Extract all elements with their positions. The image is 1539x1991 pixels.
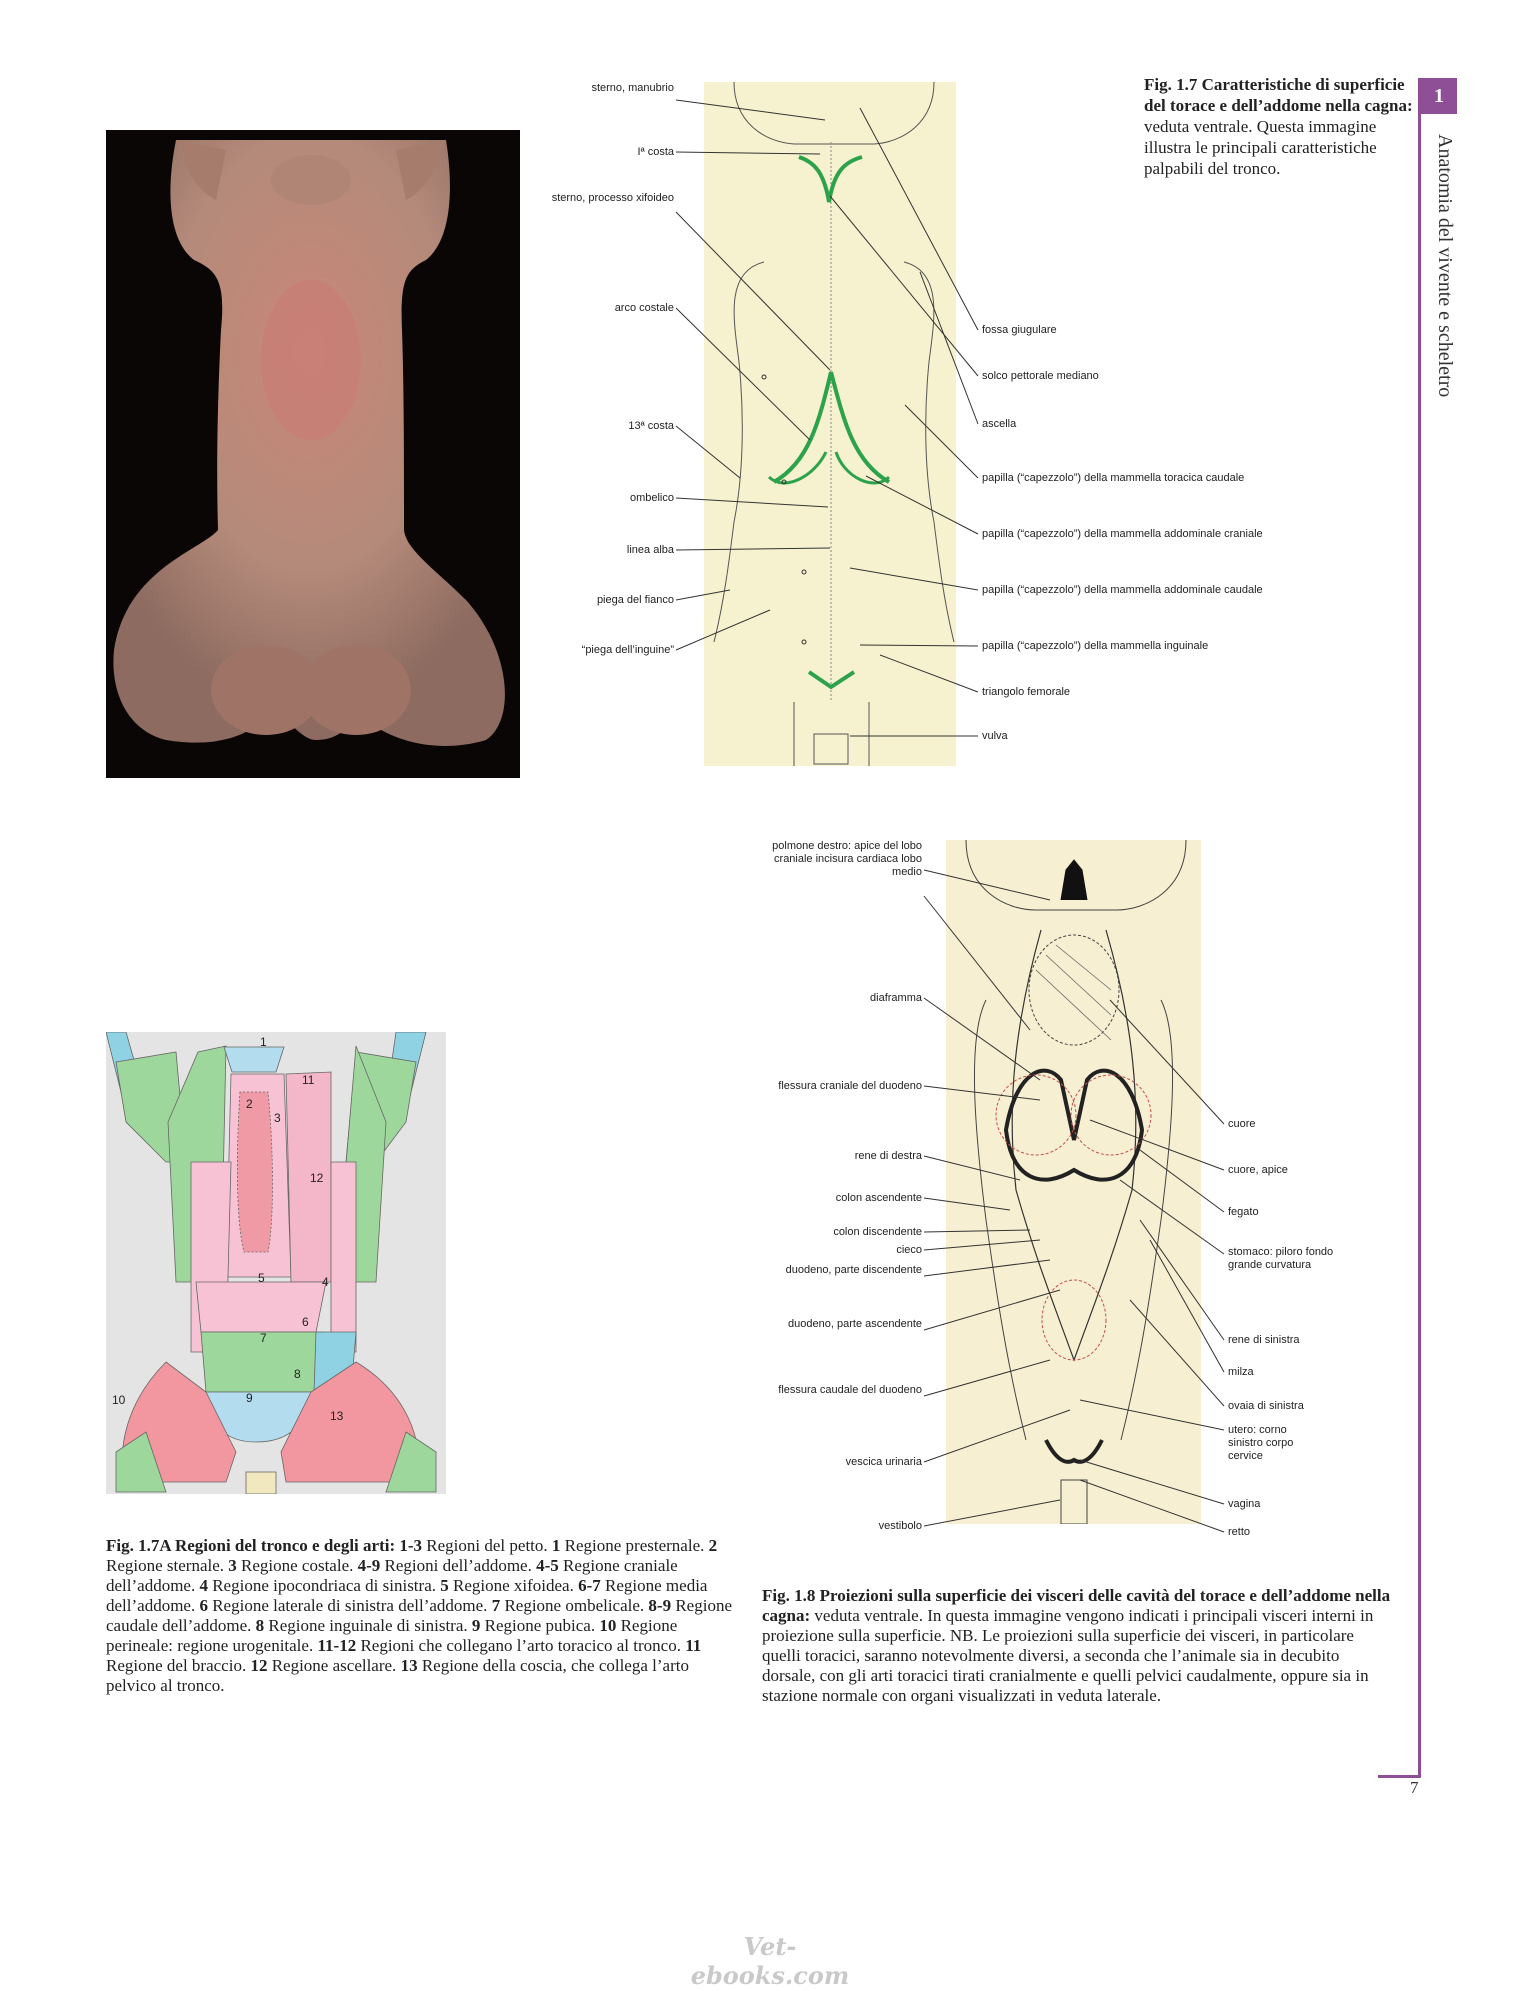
- fig17-label-ascella: ascella: [982, 418, 1017, 430]
- fig17a-caption-region-number: 10: [599, 1616, 617, 1635]
- fig18-caption: [762, 1586, 1392, 1706]
- region-number-8: 8: [294, 1367, 301, 1381]
- fig17a-caption-region-text: Regioni dell’addome.: [380, 1556, 537, 1575]
- region-number-1: 1: [260, 1035, 267, 1049]
- fig17a-caption-region-text: Regione inguinale di sinistra.: [264, 1616, 472, 1635]
- fig18-label-colon-discendente: colon discendente: [833, 1226, 922, 1238]
- fig17a-caption-region-number: 8-9: [648, 1596, 672, 1615]
- fig17a-caption-region-text: Regione perineale: regione urogenitale.: [106, 1616, 678, 1655]
- fig17-label-piega-fianco: piega del fianco: [596, 594, 674, 606]
- fig18-label-cieco: cieco: [896, 1244, 922, 1256]
- fig17a-caption-region-text: Regione media dell’addome.: [106, 1576, 708, 1615]
- fig18-label-colon-ascendente: colon ascendente: [835, 1192, 922, 1204]
- fig18-label-vagina: vagina: [1228, 1498, 1261, 1510]
- fig17-label-xifoideo: sterno, processo xifoideo: [551, 192, 674, 204]
- fig17a-caption-region-text: Regione ombelicale.: [500, 1596, 649, 1615]
- fig17a-caption-region-number: 13: [400, 1656, 418, 1675]
- fig17a-caption-region-text: Regione pubica.: [480, 1616, 600, 1635]
- fig17a-caption-region-text: Regione xifoidea.: [448, 1576, 579, 1595]
- fig17-label-linea-alba: linea alba: [626, 544, 674, 556]
- fig18-label-rene-sinistra: rene di sinistra: [1228, 1334, 1300, 1346]
- fig18-label-polmone-destro: polmone destro: apice del lobo craniale incisura cardiaca lobo medio: [772, 840, 922, 878]
- fig17a-caption-region-number: 4-5: [536, 1556, 559, 1575]
- fig18-label-retto: retto: [1228, 1526, 1251, 1538]
- fig18-label-milza: milza: [1228, 1366, 1254, 1378]
- fig17a-caption-region-text: Regioni del petto.: [422, 1536, 552, 1555]
- fig17a-caption-region-number: 3: [228, 1556, 237, 1575]
- fig17-label-triangolo-femorale: triangolo femorale: [982, 686, 1071, 698]
- fig17-label-papilla-inguinale: papilla (“capezzolo”) della mammella inguinale: [982, 640, 1209, 652]
- fig17a-caption-region-text: Regione caudale dell’addome.: [106, 1596, 732, 1635]
- fig18-label-flessura-craniale: flessura craniale del duodeno: [778, 1080, 922, 1092]
- fig18-label-duodeno-ascendente: duodeno, parte ascendente: [788, 1318, 922, 1330]
- fig17-label-papilla-addominale-craniale: papilla (“capezzolo”) della mammella addominale craniale: [982, 528, 1263, 540]
- fig17a-caption-region-number: 6-7: [578, 1576, 601, 1595]
- fig17-label-ombelico: ombelico: [629, 492, 674, 504]
- region-number-4: 4: [322, 1275, 329, 1289]
- region-number-12: 12: [310, 1171, 324, 1185]
- region-number-7: 7: [260, 1331, 267, 1345]
- fig18-caption-title: Fig. 1.8 Proiezioni sulla superficie dei visceri delle cavità del torace e dell’addome nella cagna:: [762, 1586, 1391, 1625]
- fig18-label-diaframma: diaframma: [870, 992, 922, 1004]
- fig17-label-solco-pettorale: solco pettorale mediano: [982, 370, 1099, 382]
- fig17a-caption-region-number: 5: [440, 1576, 449, 1595]
- fig17a-caption-region-number: 4: [199, 1576, 208, 1595]
- fig17a-caption-region-number: 1: [551, 1536, 561, 1555]
- fig17a-caption-region-text: Regione presternale.: [560, 1536, 709, 1555]
- fig17-label-vulva: vulva: [982, 730, 1008, 742]
- region-number-6: 6: [302, 1315, 309, 1329]
- fig17a-caption-region-text: Regioni che collegano l’arto toracico al tronco.: [356, 1636, 686, 1655]
- page-number: 7: [1410, 1778, 1419, 1797]
- fig17a-caption-region-text: Regione ascellare.: [267, 1656, 401, 1675]
- fig17a-caption-region-number: 2: [708, 1536, 718, 1555]
- fig18-label-utero: utero: corno sinistro corpo cervice: [1228, 1424, 1294, 1462]
- fig17a-caption-region-text: Regione costale.: [236, 1556, 358, 1575]
- fig17a-caption-region-number: 9: [471, 1616, 481, 1635]
- fig17-label-prima-costa: Iª costa: [637, 146, 674, 158]
- fig17a-caption-region-number: 8: [255, 1616, 265, 1635]
- fig17a-caption-region-number: 4-9: [357, 1556, 381, 1575]
- fig18-caption-body: veduta ventrale. In questa immagine vengono indicati i principali visceri interni in proiezione sulla superficie. NB. Le proiezioni sulla superficie dei visceri, in particolare quelli toracici, saranno notevolmente diversi, a seconda che l’animale sia in decubito dorsale, con gli arti toracici tirati cranialmente e quelli pelvici caudalmente, oppure sia in stazione normale con organi visualizzati in veduta laterale.: [762, 1606, 1374, 1705]
- fig17-label-piega-inguine: “piega dell’inguine”: [581, 644, 674, 656]
- fig17-caption-title: Fig. 1.7 Caratteristiche di superficie del torace e dell’addome nella cagna:: [1144, 75, 1413, 115]
- region-number-3: 3: [274, 1111, 281, 1125]
- fig17-caption-body: veduta ventrale. Questa immagine illustra le principali caratteristiche palpabili del tronco.: [1144, 117, 1377, 178]
- fig18-label-vescica-urinaria: vescica urinaria: [845, 1456, 922, 1468]
- fig18-label-duodeno-discendente: duodeno, parte discendente: [785, 1264, 922, 1276]
- fig17a-caption-region-text: Regione della coscia, che collega l’arto pelvico al tronco.: [106, 1656, 689, 1695]
- chapter-number-badge: 1: [1421, 78, 1457, 114]
- region-number-10: 10: [112, 1393, 126, 1407]
- region-number-2: 2: [246, 1097, 253, 1111]
- fig17a-caption-region-number: 7: [491, 1596, 501, 1615]
- fig17a-caption-region-text: Regione laterale di sinistra dell’addome.: [207, 1596, 492, 1615]
- fig18-label-cuore-apice: cuore, apice: [1228, 1164, 1288, 1176]
- chapter-title: Anatomia del vivente e scheletro: [1434, 134, 1456, 398]
- fig17a-caption-region-text: Regione craniale dell’addome.: [106, 1556, 678, 1595]
- fig17a-caption-region-text: Regione del braccio.: [106, 1656, 251, 1675]
- fig17-label-papilla-toracica: papilla (“capezzolo”) della mammella toracica caudale: [982, 472, 1245, 484]
- fig17a-caption-region-number: 6: [199, 1596, 208, 1615]
- fig17a-caption-region-text: Regione sternale.: [106, 1556, 229, 1575]
- fig18-label-vestibolo: vestibolo: [878, 1520, 922, 1532]
- fig17a-caption-region-number: 11: [685, 1636, 702, 1655]
- fig17-label-13-costa: 13ª costa: [628, 420, 674, 432]
- fig18-label-ovaia-sinistra: ovaia di sinistra: [1228, 1400, 1304, 1412]
- region-number-5: 5: [258, 1271, 265, 1285]
- footer-watermark: Vet-ebooks.com: [690, 1932, 850, 1990]
- fig17-label-sterno-manubrio: sterno, manubrio: [591, 82, 674, 94]
- fig17a-caption-region-number: 1-3: [399, 1536, 423, 1555]
- fig17-label-papilla-addominale-caudale: papilla (“capezzolo”) della mammella addominale caudale: [982, 584, 1263, 596]
- fig17a-caption-region-text: Regione ipocondriaca di sinistra.: [207, 1576, 441, 1595]
- region-number-11: 11: [302, 1073, 315, 1087]
- fig17-label-arco-costale: arco costale: [614, 302, 674, 314]
- region-number-9: 9: [246, 1391, 253, 1405]
- fig17a-caption-title: Fig. 1.7A Regioni del tronco e degli arti:: [106, 1536, 396, 1555]
- fig18-label-flessura-caudale: flessura caudale del duodeno: [778, 1384, 922, 1396]
- fig18-label-cuore: cuore: [1228, 1118, 1256, 1130]
- fig17a-caption-region-number: 12: [250, 1656, 268, 1675]
- fig18-label-fegato: fegato: [1228, 1206, 1259, 1218]
- fig18-label-stomaco: stomaco: piloro fondo grande curvatura: [1228, 1246, 1334, 1271]
- region-number-13: 13: [330, 1409, 344, 1423]
- fig17a-caption-region-number: 11-12: [317, 1636, 357, 1655]
- fig18-label-rene-destra: rene di destra: [854, 1150, 922, 1162]
- fig17-label-fossa-giugulare: fossa giugulare: [982, 324, 1057, 336]
